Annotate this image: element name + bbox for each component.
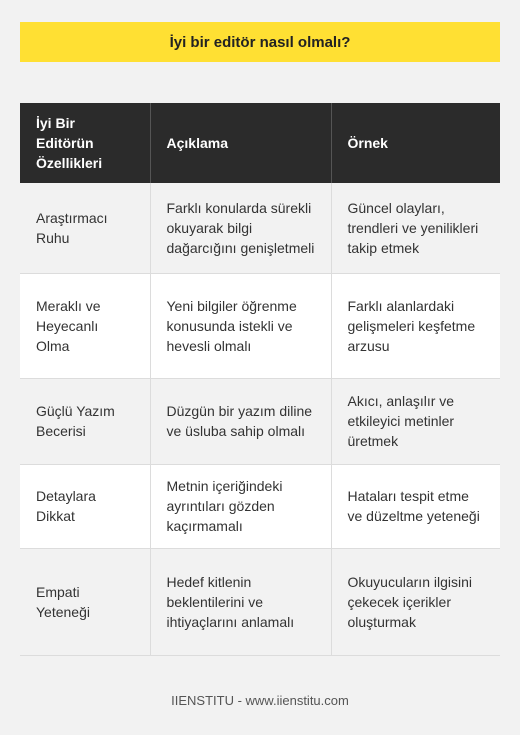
table-row [20, 464, 500, 548]
description-cell: Yeni bilgiler öğrenme konusunda istekli ve hevesli olmalı [150, 273, 331, 378]
example-cell: Akıcı, anlaşılır ve etkileyici metinler üretmek [331, 378, 500, 464]
feature-cell: Detaylara Dikkat [20, 464, 150, 548]
example-cell: Farklı alanlardaki gelişmeleri keşfetme arzusu [331, 273, 500, 378]
column-header-description: Açıklama [150, 103, 331, 183]
feature-cell: Güçlü Yazım Becerisi [20, 378, 150, 464]
example-cell: Okuyucuların ilgisini çekecek içerikler oluşturmak [331, 548, 500, 655]
description-cell: Hedef kitlenin beklentilerini ve ihtiyaçlarını anlamalı [150, 548, 331, 655]
features-table [20, 103, 500, 656]
column-header-example: Örnek [331, 103, 500, 183]
feature-cell: Meraklı ve Heyecanlı Olma [20, 273, 150, 378]
description-cell: Farklı konularda sürekli okuyarak bilgi dağarcığını genişletmeli [150, 183, 331, 273]
table-row [20, 548, 500, 655]
table-row [20, 378, 500, 464]
table-row [20, 183, 500, 273]
example-cell: Hataları tespit etme ve düzeltme yeteneği [331, 464, 500, 548]
page-title: İyi bir editör nasıl olmalı? [20, 22, 500, 62]
feature-cell: Empati Yeteneği [20, 548, 150, 655]
description-cell: Düzgün bir yazım diline ve üsluba sahip olmalı [150, 378, 331, 464]
table-header-row [20, 103, 500, 183]
table-row [20, 273, 500, 378]
feature-cell: Araştırmacı Ruhu [20, 183, 150, 273]
footer-credit: IIENSTITU - www.iienstitu.com [171, 693, 349, 708]
example-cell: Güncel olayları, trendleri ve yenilikleri takip etmek [331, 183, 500, 273]
column-header-features: İyi Bir Editörün Özellikleri [20, 103, 150, 183]
description-cell: Metnin içeriğindeki ayrıntıları gözden kaçırmamalı [150, 464, 331, 548]
